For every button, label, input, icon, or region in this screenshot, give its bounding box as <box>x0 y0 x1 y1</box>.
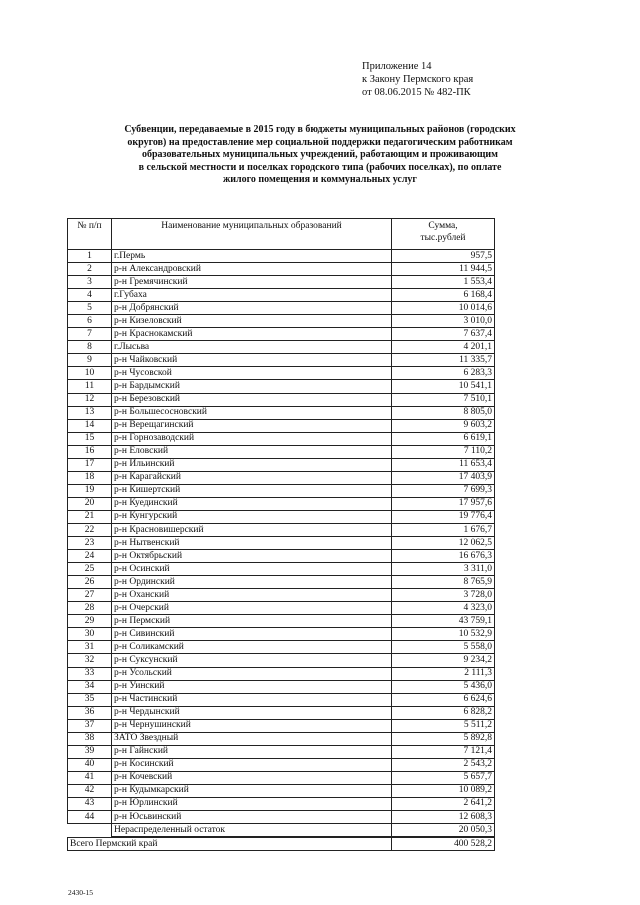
table-row <box>68 302 495 315</box>
row-name: р-н Ильинский <box>112 458 392 471</box>
row-name: р-н Красновишерский <box>112 523 392 536</box>
table-row <box>68 523 495 536</box>
header-sum: Сумма, тыс.рублей <box>392 219 495 250</box>
row-sum: 7 110,2 <box>392 445 495 458</box>
row-sum: 8 805,0 <box>392 406 495 419</box>
row-number: 34 <box>68 680 112 693</box>
row-name: р-н Кунгурский <box>112 510 392 523</box>
row-sum: 7 121,4 <box>392 745 495 758</box>
row-name: р-н Березовский <box>112 393 392 406</box>
table-row <box>68 276 495 289</box>
row-number: 24 <box>68 550 112 563</box>
row-name: р-н Оханский <box>112 589 392 602</box>
row-sum: 16 676,3 <box>392 550 495 563</box>
table-row <box>68 667 495 680</box>
table-row <box>68 732 495 745</box>
row-name: р-н Александровский <box>112 263 392 276</box>
row-number: 9 <box>68 354 112 367</box>
title-line: Субвенции, передаваемые в 2015 году в бюджеты муниципальных районов (городских <box>124 124 516 135</box>
row-number: 8 <box>68 341 112 354</box>
row-number: 19 <box>68 484 112 497</box>
row-sum: 6 624,6 <box>392 693 495 706</box>
row-number: 14 <box>68 419 112 432</box>
table-row <box>68 250 495 263</box>
row-number: 25 <box>68 563 112 576</box>
row-name: р-н Суксунский <box>112 654 392 667</box>
row-name: г.Пермь <box>112 250 392 263</box>
row-name: р-н Пермский <box>112 615 392 628</box>
row-sum: 1 676,7 <box>392 523 495 536</box>
row-name: р-н Соликамский <box>112 641 392 654</box>
row-sum: 6 283,3 <box>392 367 495 380</box>
appendix-law: к Закону Пермского края <box>362 74 474 85</box>
appendix-date: от 08.06.2015 № 482-ПК <box>362 87 471 98</box>
row-number: 29 <box>68 615 112 628</box>
row-number: 6 <box>68 315 112 328</box>
row-sum: 957,5 <box>392 250 495 263</box>
row-sum: 2 111,3 <box>392 667 495 680</box>
row-number: 44 <box>68 811 112 824</box>
row-name: ЗАТО Звездный <box>112 732 392 745</box>
header-name: Наименование муниципальных образований <box>112 219 392 250</box>
table-row <box>68 784 495 797</box>
row-name: р-н Большесосновский <box>112 406 392 419</box>
row-name: р-н Нытвенский <box>112 537 392 550</box>
table-row <box>68 693 495 706</box>
row-sum: 11 335,7 <box>392 354 495 367</box>
row-number: 11 <box>68 380 112 393</box>
row-number: 20 <box>68 497 112 510</box>
row-name: р-н Уинский <box>112 680 392 693</box>
row-name: р-н Осинский <box>112 563 392 576</box>
table-row <box>68 758 495 771</box>
row-number: 23 <box>68 537 112 550</box>
table-row <box>68 263 495 276</box>
row-number: 38 <box>68 732 112 745</box>
table-row <box>68 641 495 654</box>
document-title <box>60 124 580 187</box>
row-name: г.Губаха <box>112 289 392 302</box>
row-name: р-н Чайковский <box>112 354 392 367</box>
row-name: р-н Юрлинский <box>112 797 392 810</box>
row-sum: 17 957,6 <box>392 497 495 510</box>
row-number: 28 <box>68 602 112 615</box>
row-number: 13 <box>68 406 112 419</box>
total-table <box>67 837 495 851</box>
table-header-row <box>68 219 495 250</box>
row-sum: 11 653,4 <box>392 458 495 471</box>
row-name: р-н Октябрьский <box>112 550 392 563</box>
row-sum: 3 728,0 <box>392 589 495 602</box>
row-sum: 10 541,1 <box>392 380 495 393</box>
table-row <box>68 537 495 550</box>
table-row <box>68 576 495 589</box>
row-sum: 5 436,0 <box>392 680 495 693</box>
row-sum: 5 657,7 <box>392 771 495 784</box>
document-code: 2430-15 <box>68 888 93 897</box>
table-row <box>68 393 495 406</box>
table-row <box>68 354 495 367</box>
row-number: 12 <box>68 393 112 406</box>
row-sum: 7 637,4 <box>392 328 495 341</box>
undistributed-row <box>68 824 495 837</box>
table-row <box>68 497 495 510</box>
row-number: 1 <box>68 250 112 263</box>
table-row <box>68 328 495 341</box>
row-sum: 6 828,2 <box>392 706 495 719</box>
row-sum: 6 619,1 <box>392 432 495 445</box>
table-row <box>68 458 495 471</box>
row-number: 5 <box>68 302 112 315</box>
row-name: р-н Ординский <box>112 576 392 589</box>
row-name: р-н Бардымский <box>112 380 392 393</box>
row-sum: 19 776,4 <box>392 510 495 523</box>
table-row <box>68 797 495 810</box>
title-line: жилого помещения и коммунальных услуг <box>223 174 417 186</box>
row-number: 36 <box>68 706 112 719</box>
total-sum: 400 528,2 <box>392 838 495 851</box>
row-name: р-н Гайнский <box>112 745 392 758</box>
table-body <box>68 250 495 824</box>
row-sum: 7 699,3 <box>392 484 495 497</box>
row-number: 3 <box>68 276 112 289</box>
row-name: г.Лысьва <box>112 341 392 354</box>
table-row <box>68 628 495 641</box>
table-row <box>68 432 495 445</box>
row-number: 16 <box>68 445 112 458</box>
table-row <box>68 380 495 393</box>
undistributed-sum: 20 050,3 <box>392 824 495 837</box>
row-number: 7 <box>68 328 112 341</box>
undistributed-label: Нераспределенный остаток <box>112 824 392 837</box>
row-number: 22 <box>68 523 112 536</box>
row-sum: 4 323,0 <box>392 602 495 615</box>
row-sum: 10 089,2 <box>392 784 495 797</box>
row-sum: 5 892,8 <box>392 732 495 745</box>
title-line: в сельской местности и поселках городского типа (рабочих поселках), по оплате <box>138 161 502 173</box>
row-sum: 11 944,5 <box>392 263 495 276</box>
table-row <box>68 654 495 667</box>
table-row <box>68 811 495 824</box>
row-name: р-н Чусовской <box>112 367 392 380</box>
table-row <box>68 589 495 602</box>
row-sum: 12 608,3 <box>392 811 495 824</box>
row-sum: 8 765,9 <box>392 576 495 589</box>
row-number: 26 <box>68 576 112 589</box>
row-name: р-н Чернушинский <box>112 719 392 732</box>
row-name: р-н Усольский <box>112 667 392 680</box>
header-num: № п/п <box>68 219 112 250</box>
table-row <box>68 471 495 484</box>
row-sum: 3 311,0 <box>392 563 495 576</box>
row-sum: 5 511,2 <box>392 719 495 732</box>
row-sum: 17 403,9 <box>392 471 495 484</box>
row-name: р-н Верещагинский <box>112 419 392 432</box>
row-sum: 10 014,6 <box>392 302 495 315</box>
row-number: 42 <box>68 784 112 797</box>
row-number: 37 <box>68 719 112 732</box>
row-number: 4 <box>68 289 112 302</box>
row-sum: 3 010,0 <box>392 315 495 328</box>
row-number: 32 <box>68 654 112 667</box>
row-number: 2 <box>68 263 112 276</box>
appendix-block <box>362 60 473 99</box>
table-row <box>68 745 495 758</box>
row-name: р-н Сивинский <box>112 628 392 641</box>
row-name: р-н Добрянский <box>112 302 392 315</box>
row-name: р-н Кочевский <box>112 771 392 784</box>
row-sum: 4 201,1 <box>392 341 495 354</box>
row-name: р-н Куединский <box>112 497 392 510</box>
row-name: р-н Косинский <box>112 758 392 771</box>
table-row <box>68 719 495 732</box>
row-name: р-н Юсьвинский <box>112 811 392 824</box>
row-sum: 7 510,1 <box>392 393 495 406</box>
subsidies-table <box>67 218 495 837</box>
table-row <box>68 484 495 497</box>
row-number: 33 <box>68 667 112 680</box>
table-row <box>68 615 495 628</box>
row-number: 17 <box>68 458 112 471</box>
table-row <box>68 341 495 354</box>
table-row <box>68 510 495 523</box>
row-sum: 5 558,0 <box>392 641 495 654</box>
table-row <box>68 706 495 719</box>
table-row <box>68 367 495 380</box>
row-number: 39 <box>68 745 112 758</box>
row-number: 18 <box>68 471 112 484</box>
table-row <box>68 563 495 576</box>
row-number: 30 <box>68 628 112 641</box>
table-row <box>68 550 495 563</box>
row-sum: 9 234,2 <box>392 654 495 667</box>
row-name: р-н Очерский <box>112 602 392 615</box>
total-label: Всего Пермский край <box>68 838 392 851</box>
row-name: р-н Кишертский <box>112 484 392 497</box>
row-name: р-н Чердынский <box>112 706 392 719</box>
table-row <box>68 289 495 302</box>
row-number: 21 <box>68 510 112 523</box>
row-number: 27 <box>68 589 112 602</box>
row-sum: 43 759,1 <box>392 615 495 628</box>
row-sum: 10 532,9 <box>392 628 495 641</box>
row-sum: 12 062,5 <box>392 537 495 550</box>
row-number: 40 <box>68 758 112 771</box>
row-name: р-н Гремячинский <box>112 276 392 289</box>
row-name: р-н Карагайский <box>112 471 392 484</box>
row-number: 43 <box>68 797 112 810</box>
row-name: р-н Частинский <box>112 693 392 706</box>
table-row <box>68 771 495 784</box>
row-sum: 1 553,4 <box>392 276 495 289</box>
appendix-title: Приложение 14 <box>362 61 432 72</box>
table-row <box>68 315 495 328</box>
row-name: р-н Кизеловский <box>112 315 392 328</box>
row-number: 10 <box>68 367 112 380</box>
table-row <box>68 419 495 432</box>
table-row <box>68 406 495 419</box>
table-row <box>68 602 495 615</box>
row-number: 15 <box>68 432 112 445</box>
total-row <box>68 838 495 851</box>
row-sum: 9 603,2 <box>392 419 495 432</box>
row-number: 35 <box>68 693 112 706</box>
row-number: 31 <box>68 641 112 654</box>
title-line: образовательных муниципальных учреждений, работающим и проживающим <box>142 149 498 161</box>
row-name: р-н Кудымкарский <box>112 784 392 797</box>
row-name: р-н Еловский <box>112 445 392 458</box>
title-line: округов) на предоставление мер социальной поддержки педагогическим работникам <box>127 136 513 148</box>
row-sum: 6 168,4 <box>392 289 495 302</box>
table-row <box>68 445 495 458</box>
table-row <box>68 680 495 693</box>
row-name: р-н Краснокамский <box>112 328 392 341</box>
row-number: 41 <box>68 771 112 784</box>
row-name: р-н Горнозаводский <box>112 432 392 445</box>
row-sum: 2 641,2 <box>392 797 495 810</box>
row-sum: 2 543,2 <box>392 758 495 771</box>
